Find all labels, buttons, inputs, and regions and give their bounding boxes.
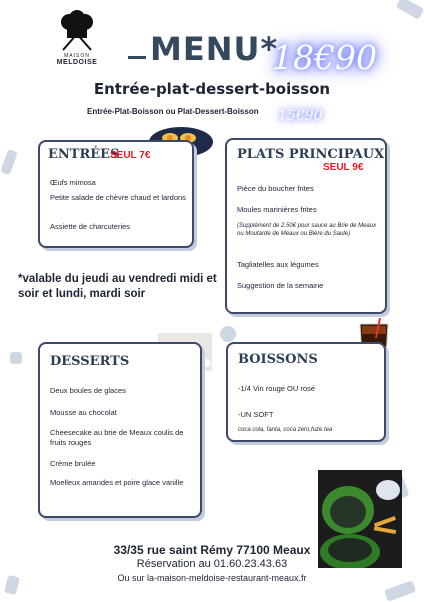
menu-item: Mousse au chocolat	[50, 408, 117, 417]
menu-item: Cheesecake au brie de Meaux coulis de fruits rouges	[50, 428, 184, 447]
entrees-badge: SEUL 7€	[110, 150, 151, 161]
menu-item: Pièce du boucher frites	[237, 184, 314, 193]
menu-item: Tagliatelles aux légumes	[237, 260, 319, 269]
desserts-section	[38, 342, 202, 518]
menu-item: Œufs mimosa	[50, 178, 96, 187]
plats-title: PLATS PRINCIPAUX	[237, 147, 385, 162]
soft-list: coca cola, fanta, coca zero,fuze tea	[238, 427, 333, 433]
entrees-title: ENTRÉES	[48, 147, 120, 162]
title-dash	[128, 56, 146, 59]
plats-section	[225, 138, 387, 314]
decor-shape	[0, 149, 18, 175]
address: 33/35 rue saint Rémy 77100 Meaux	[113, 543, 311, 557]
brand-line1: MAISON	[64, 53, 90, 59]
menu-item: -UN SOFT	[238, 410, 274, 419]
website-line[interactable]: Ou sur la-maison-meldoise-restaurant-meaux.fr	[117, 573, 307, 583]
menu-item: Moelleux amandes et poire glace vanille	[50, 478, 184, 487]
menu-item: Moules marinières frites	[237, 205, 317, 214]
alt-price: 15€90	[278, 108, 323, 124]
entrees-section	[38, 140, 194, 248]
decor-shape	[220, 326, 236, 342]
menu-subtitle: Entrée-plat-dessert-boisson	[93, 80, 331, 98]
menu-price: 18€90	[272, 38, 377, 77]
brand-line2: MELDOISE	[56, 59, 98, 66]
menu-item: Suggestion de la semaine	[237, 281, 324, 290]
supplement-note: (Supplément de 2,50€ pour sauce au Brie de Meaux ou Moutarde de Meaux ou Bière du Saule)	[237, 223, 377, 237]
menu-item: Petite salade de chèvre chaud et lardons	[50, 193, 186, 202]
validity-note: *valable du jeudi au vendredi midi et soir et lundi, mardi soir	[18, 273, 217, 300]
alt-formula: Entrée-Plat-Boisson ou Plat-Dessert-Boisson	[87, 107, 259, 116]
menu-item: Crème brulée	[50, 459, 96, 468]
menu-title: MENU*	[150, 30, 279, 68]
phone-line: Réservation au 01.60.23.43.63	[136, 558, 288, 570]
plats-badge: SEUL 9€	[323, 162, 364, 173]
boissons-section	[226, 342, 386, 442]
decor-shape	[396, 0, 424, 20]
menu-item: -1/4 Vin rouge OU rosé	[238, 384, 315, 393]
menu-item: Deux boules de glaces	[50, 386, 126, 395]
menu-title-block	[0, 30, 424, 82]
decor-shape	[10, 352, 22, 364]
decor-shape	[384, 580, 416, 602]
menu-item: Assiette de charcuteries	[50, 222, 131, 231]
boissons-title: BOISSONS	[238, 352, 318, 367]
desserts-title: DESSERTS	[50, 354, 130, 369]
